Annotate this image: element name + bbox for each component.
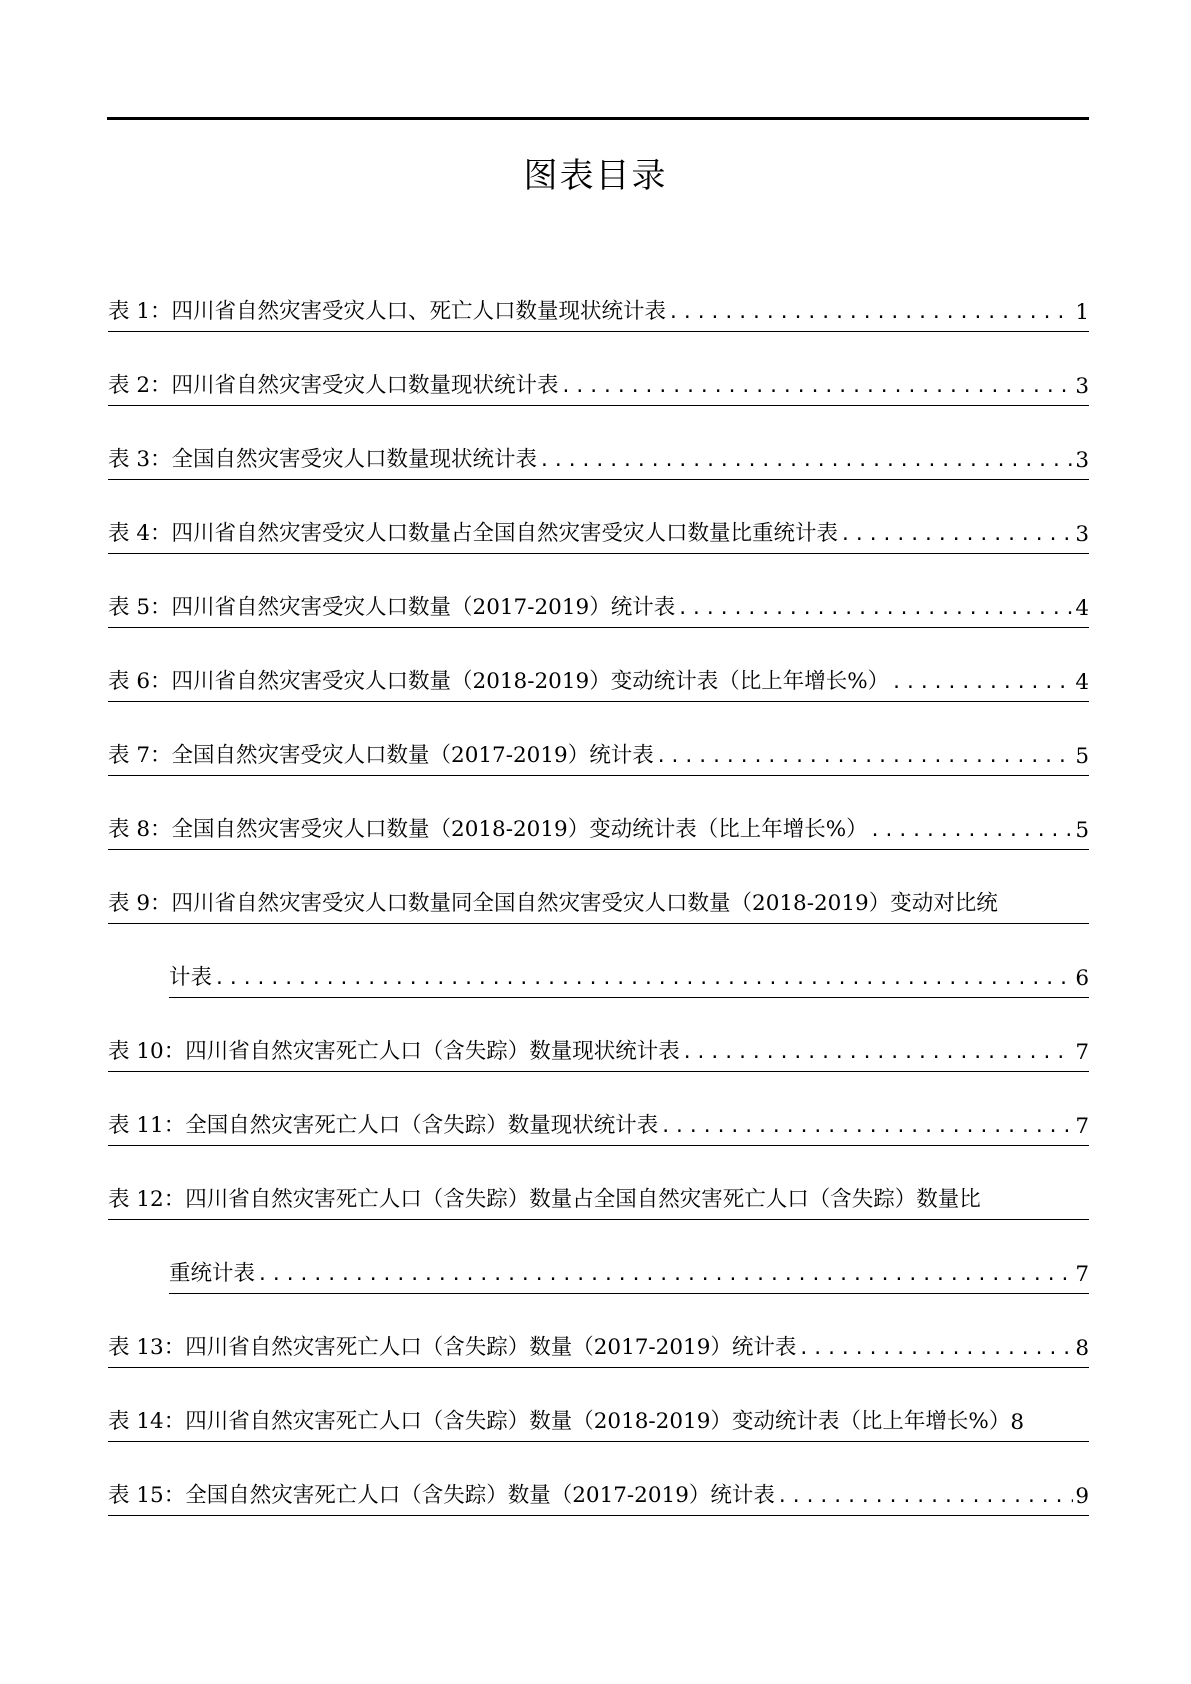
toc-entry-15[interactable] — [108, 1442, 1089, 1516]
dot-leader — [798, 1337, 1073, 1361]
toc-entry-page: 8 — [1010, 1410, 1025, 1435]
toc-entry-title: 全国自然灾害死亡人口（含失踪）数量现状统计表 — [185, 1113, 659, 1138]
table-of-figures — [108, 258, 1089, 1516]
toc-entry-page: 5 — [1075, 744, 1089, 769]
toc-entry-title: 全国自然灾害死亡人口（含失踪）数量（2017-2019）统计表 — [185, 1483, 775, 1508]
toc-entry-title: 四川省自然灾害受灾人口数量（2018-2019）变动统计表（比上年增长%） — [171, 669, 890, 694]
toc-entry-7[interactable] — [108, 702, 1089, 776]
toc-entry-title-continued: 计表 — [169, 965, 213, 990]
dot-leader — [777, 1485, 1073, 1509]
dot-leader — [677, 597, 1073, 621]
toc-entry-11[interactable] — [108, 1072, 1089, 1146]
toc-entry-8[interactable] — [108, 776, 1089, 850]
toc-entry-title: 四川省自然灾害受灾人口数量同全国自然灾害受灾人口数量（2018-2019）变动对比统 — [171, 891, 998, 916]
toc-entry-title: 四川省自然灾害死亡人口（含失踪）数量占全国自然灾害死亡人口（含失踪）数量比 — [185, 1187, 981, 1212]
dot-leader — [539, 449, 1073, 473]
toc-entry-page: 3 — [1075, 522, 1089, 547]
toc-entry-label: 表 9： — [108, 891, 172, 916]
toc-entry-page: 9 — [1075, 1484, 1089, 1509]
toc-entry-label: 表 8： — [108, 817, 172, 842]
toc-entry-title: 四川省自然灾害受灾人口数量占全国自然灾害受灾人口数量比重统计表 — [171, 521, 839, 546]
toc-entry-title: 四川省自然灾害受灾人口数量（2017-2019）统计表 — [171, 595, 676, 620]
toc-entry-5[interactable] — [108, 554, 1089, 628]
dot-leader — [682, 1041, 1074, 1065]
dot-leader — [870, 819, 1074, 843]
toc-entry-title: 全国自然灾害受灾人口数量（2017-2019）统计表 — [171, 743, 654, 768]
toc-entry-title: 四川省自然灾害死亡人口（含失踪）数量（2017-2019）统计表 — [185, 1335, 797, 1360]
dot-leader — [891, 671, 1073, 695]
toc-entry-label: 表 13： — [108, 1335, 186, 1360]
toc-entry-9[interactable] — [108, 850, 1089, 998]
toc-entry-title-continued: 重统计表 — [169, 1261, 256, 1286]
toc-entry-title: 全国自然灾害受灾人口数量（2018-2019）变动统计表（比上年增长%） — [171, 817, 868, 842]
toc-entry-page: 4 — [1075, 670, 1089, 695]
toc-entry-4[interactable] — [108, 480, 1089, 554]
dot-leader — [840, 523, 1073, 547]
toc-entry-title: 全国自然灾害受灾人口数量现状统计表 — [171, 447, 538, 472]
toc-entry-page: 3 — [1075, 448, 1089, 473]
toc-entry-title: 四川省自然灾害死亡人口（含失踪）数量（2018-2019）变动统计表（比上年增长%） — [185, 1409, 1011, 1434]
toc-entry-12[interactable] — [108, 1146, 1089, 1294]
toc-entry-label: 表 10： — [108, 1039, 186, 1064]
toc-entry-page: 5 — [1075, 818, 1089, 843]
toc-entry-3[interactable] — [108, 406, 1089, 480]
toc-entry-label: 表 1： — [108, 299, 172, 324]
toc-entry-title: 四川省自然灾害受灾人口数量现状统计表 — [171, 373, 559, 398]
toc-entry-label: 表 15： — [108, 1483, 186, 1508]
toc-entry-10[interactable] — [108, 998, 1089, 1072]
toc-entry-label: 表 14： — [108, 1409, 186, 1434]
toc-entry-page: 3 — [1075, 374, 1089, 399]
toc-entry-page: 6 — [1075, 966, 1089, 991]
dot-leader — [257, 1263, 1073, 1287]
toc-entry-14[interactable] — [108, 1368, 1089, 1442]
toc-entry-page: 4 — [1075, 596, 1089, 621]
page-title: 图表目录 — [523, 156, 668, 196]
dot-leader — [660, 1115, 1073, 1139]
toc-entry-page: 8 — [1075, 1336, 1089, 1361]
toc-entry-label: 表 6： — [108, 669, 172, 694]
toc-entry-title: 四川省自然灾害死亡人口（含失踪）数量现状统计表 — [185, 1039, 680, 1064]
toc-entry-13[interactable] — [108, 1294, 1089, 1368]
dot-leader — [561, 375, 1074, 399]
toc-entry-2[interactable] — [108, 332, 1089, 406]
toc-entry-page: 7 — [1075, 1262, 1089, 1287]
toc-entry-page: 7 — [1075, 1114, 1089, 1139]
toc-entry-label: 表 3： — [108, 447, 172, 472]
dot-leader — [656, 745, 1074, 769]
toc-entry-label: 表 4： — [108, 521, 172, 546]
toc-entry-6[interactable] — [108, 628, 1089, 702]
toc-entry-page: 7 — [1075, 1040, 1089, 1065]
toc-entry-label: 表 7： — [108, 743, 172, 768]
toc-entry-label: 表 5： — [108, 595, 172, 620]
dot-leader — [668, 301, 1073, 325]
toc-entry-1[interactable] — [108, 258, 1089, 332]
header-rule — [107, 117, 1089, 120]
toc-entry-label: 表 12： — [108, 1187, 186, 1212]
toc-entry-label: 表 11： — [108, 1113, 186, 1138]
toc-entry-label: 表 2： — [108, 373, 172, 398]
toc-entry-page: 1 — [1075, 300, 1089, 325]
dot-leader — [214, 967, 1073, 991]
toc-entry-title: 四川省自然灾害受灾人口、死亡人口数量现状统计表 — [171, 299, 667, 324]
